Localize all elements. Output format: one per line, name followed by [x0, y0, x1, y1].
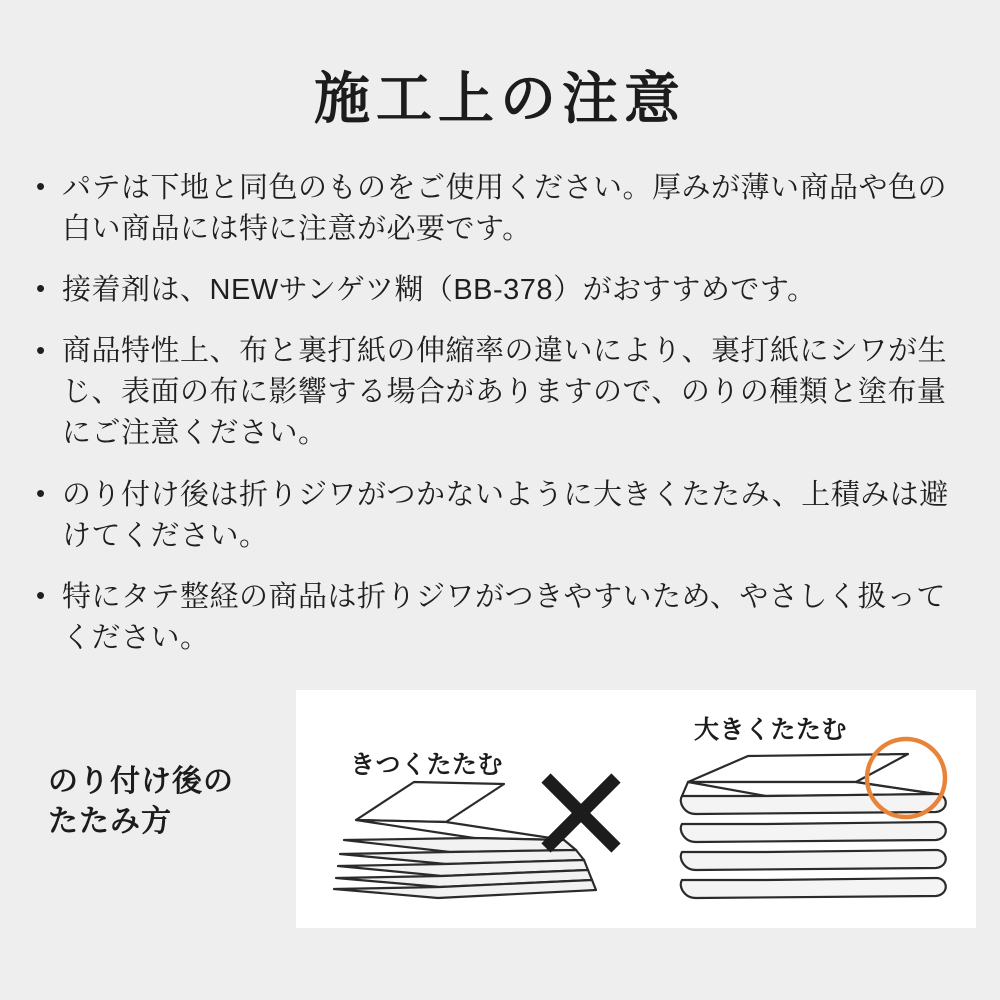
note-text: 商品特性上、布と裏打紙の伸縮率の違いにより、裏打紙にシワが生じ、表面の布に影響する場合がありますので、のりの種類と塗布量にご注意ください。: [62, 335, 948, 450]
note-text: 特にタテ整経の商品は折りジワがつきやすいため、やさしく扱ってください。: [62, 580, 946, 655]
folding-figure-section: [0, 690, 1000, 930]
list-item: [28, 270, 970, 311]
folding-illustration: [296, 690, 976, 928]
cross-mark-icon: [546, 778, 616, 848]
note-text: パテは下地と同色のものをご使用ください。厚みが薄い商品や色の白い商品には特に注意が必要です。: [62, 171, 948, 245]
bullet-icon: •: [36, 478, 46, 509]
note-text: のり付け後は折りジワがつかないように大きくたたみ、上積みは避けてください。: [62, 478, 949, 552]
bullet-icon: •: [36, 580, 46, 611]
caption-good-fold: 大きくたたむ: [694, 716, 848, 744]
figure-label-line1: のり付け後の: [48, 765, 234, 798]
bullet-icon: •: [36, 171, 46, 202]
list-item: [28, 577, 970, 659]
caption-bad-fold: きつくたたむ: [350, 751, 504, 779]
notes-list: [0, 168, 1000, 660]
note-text: 接着剤は、NEWサンゲツ糊（BB-378）がおすすめです。: [62, 273, 817, 306]
list-item: [28, 475, 970, 557]
list-item: [28, 331, 970, 455]
list-item: [28, 168, 970, 250]
bullet-icon: •: [36, 334, 46, 365]
page-title: 施工上の注意: [314, 67, 686, 130]
figure-label-line2: たたみ方: [48, 804, 172, 838]
figure-label: [48, 762, 298, 841]
bullet-icon: •: [36, 273, 46, 304]
loose-fold-stack-icon: [681, 754, 946, 898]
figure-panel: [296, 690, 976, 928]
